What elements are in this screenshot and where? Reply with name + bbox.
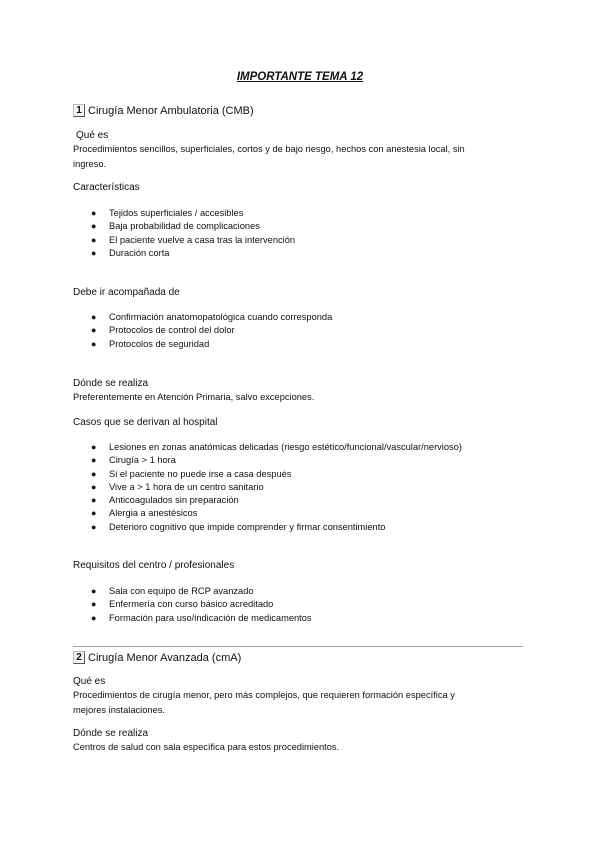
que-es-text-2 <box>73 688 523 718</box>
list-item: ● Baja probabilidad de complicaciones <box>91 220 295 233</box>
list-item: ● Tejidos superficiales / accesibles <box>91 207 295 220</box>
bullet-icon: ● <box>91 312 97 322</box>
bullet-icon: ● <box>91 612 97 623</box>
bullet-icon: ● <box>91 338 97 349</box>
que-es-line-2: mejores instalaciones. <box>73 705 165 715</box>
section-1-heading <box>73 104 254 117</box>
list-item: ● Vive a > 1 hora de un centro sanitario <box>91 481 462 494</box>
bullet-icon: ● <box>91 508 97 519</box>
list-item: ● Sala con equipo de RCP avanzado <box>91 585 312 598</box>
list-item: ● Si el paciente no puede irse a casa después <box>91 468 462 481</box>
donde-text: Preferentemente en Atención Primaria, salvo excepciones. <box>73 392 315 402</box>
bullet-icon: ● <box>91 599 97 610</box>
que-es-line-2: ingreso. <box>73 159 107 169</box>
caracteristicas-list <box>91 207 295 260</box>
bullet-icon: ● <box>91 325 97 336</box>
donde-label-2: Dónde se realiza <box>73 728 149 739</box>
bullet-icon: ● <box>91 247 97 258</box>
section-2-heading <box>73 651 241 664</box>
list-item: ● Anticoagulados sin preparación <box>91 494 462 507</box>
bullet-icon: ● <box>91 495 97 506</box>
list-item: ● Protocolos de control del dolor <box>91 324 332 337</box>
bullet-icon: ● <box>91 586 97 596</box>
list-item: ● Duración corta <box>91 247 295 260</box>
acompanada-label: Debe ir acompañada de <box>73 287 180 298</box>
section-2-title: Cirugía Menor Avanzada (cmA) <box>88 651 242 664</box>
que-es-label: Qué es <box>76 130 109 141</box>
que-es-line-1: Procedimientos sencillos, superficiales, cortos y de bajo riesgo, hechos con anestesia local, sin <box>73 144 465 154</box>
list-item: ● Protocolos de seguridad <box>91 338 332 351</box>
bullet-icon: ● <box>91 521 97 532</box>
section-2-number: 2 <box>73 651 85 664</box>
list-item: ● Formación para uso/indicación de medicamentos <box>91 612 312 625</box>
bullet-icon: ● <box>91 468 97 479</box>
bullet-icon: ● <box>91 234 97 245</box>
list-item: ● Deterioro cognitivo que impide comprender y firmar consentimiento <box>91 521 462 534</box>
requisitos-label: Requisitos del centro / profesionales <box>73 560 235 571</box>
acompanada-list <box>91 311 332 351</box>
bullet-icon: ● <box>91 208 97 218</box>
list-item: ● Enfermería con curso básico acreditado <box>91 598 312 611</box>
section-divider <box>73 646 523 647</box>
donde-text-2: Centros de salud con sala específica para estos procedimientos. <box>73 742 340 752</box>
list-item: ● Alergia a anestésicos <box>91 507 462 520</box>
section-1-number: 1 <box>73 104 85 117</box>
caracteristicas-label: Características <box>73 182 140 193</box>
list-item: ● El paciente vuelve a casa tras la intervención <box>91 234 295 247</box>
que-es-line-1: Procedimientos de cirugía menor, pero más complejos, que requieren formación específica y <box>73 690 455 700</box>
requisitos-list <box>91 585 312 625</box>
donde-label: Dónde se realiza <box>73 378 149 389</box>
bullet-icon: ● <box>91 481 97 492</box>
section-1-title: Cirugía Menor Ambulatoria (CMB) <box>88 104 254 117</box>
que-es-label-2: Qué es <box>73 676 106 687</box>
que-es-text <box>73 142 523 172</box>
list-item: ● Cirugía > 1 hora <box>91 454 462 467</box>
page-title: IMPORTANTE TEMA 12 <box>236 71 364 83</box>
bullet-icon: ● <box>91 455 97 466</box>
list-item: ● Lesiones en zonas anatómicas delicadas (riesgo estético/funcional/vascular/nervioso) <box>91 441 462 454</box>
casos-label: Casos que se derivan al hospital <box>73 417 218 428</box>
list-item: ● Confirmación anatomopatológica cuando corresponda <box>91 311 332 324</box>
casos-list <box>91 441 462 534</box>
bullet-icon: ● <box>91 442 97 452</box>
bullet-icon: ● <box>91 221 97 232</box>
